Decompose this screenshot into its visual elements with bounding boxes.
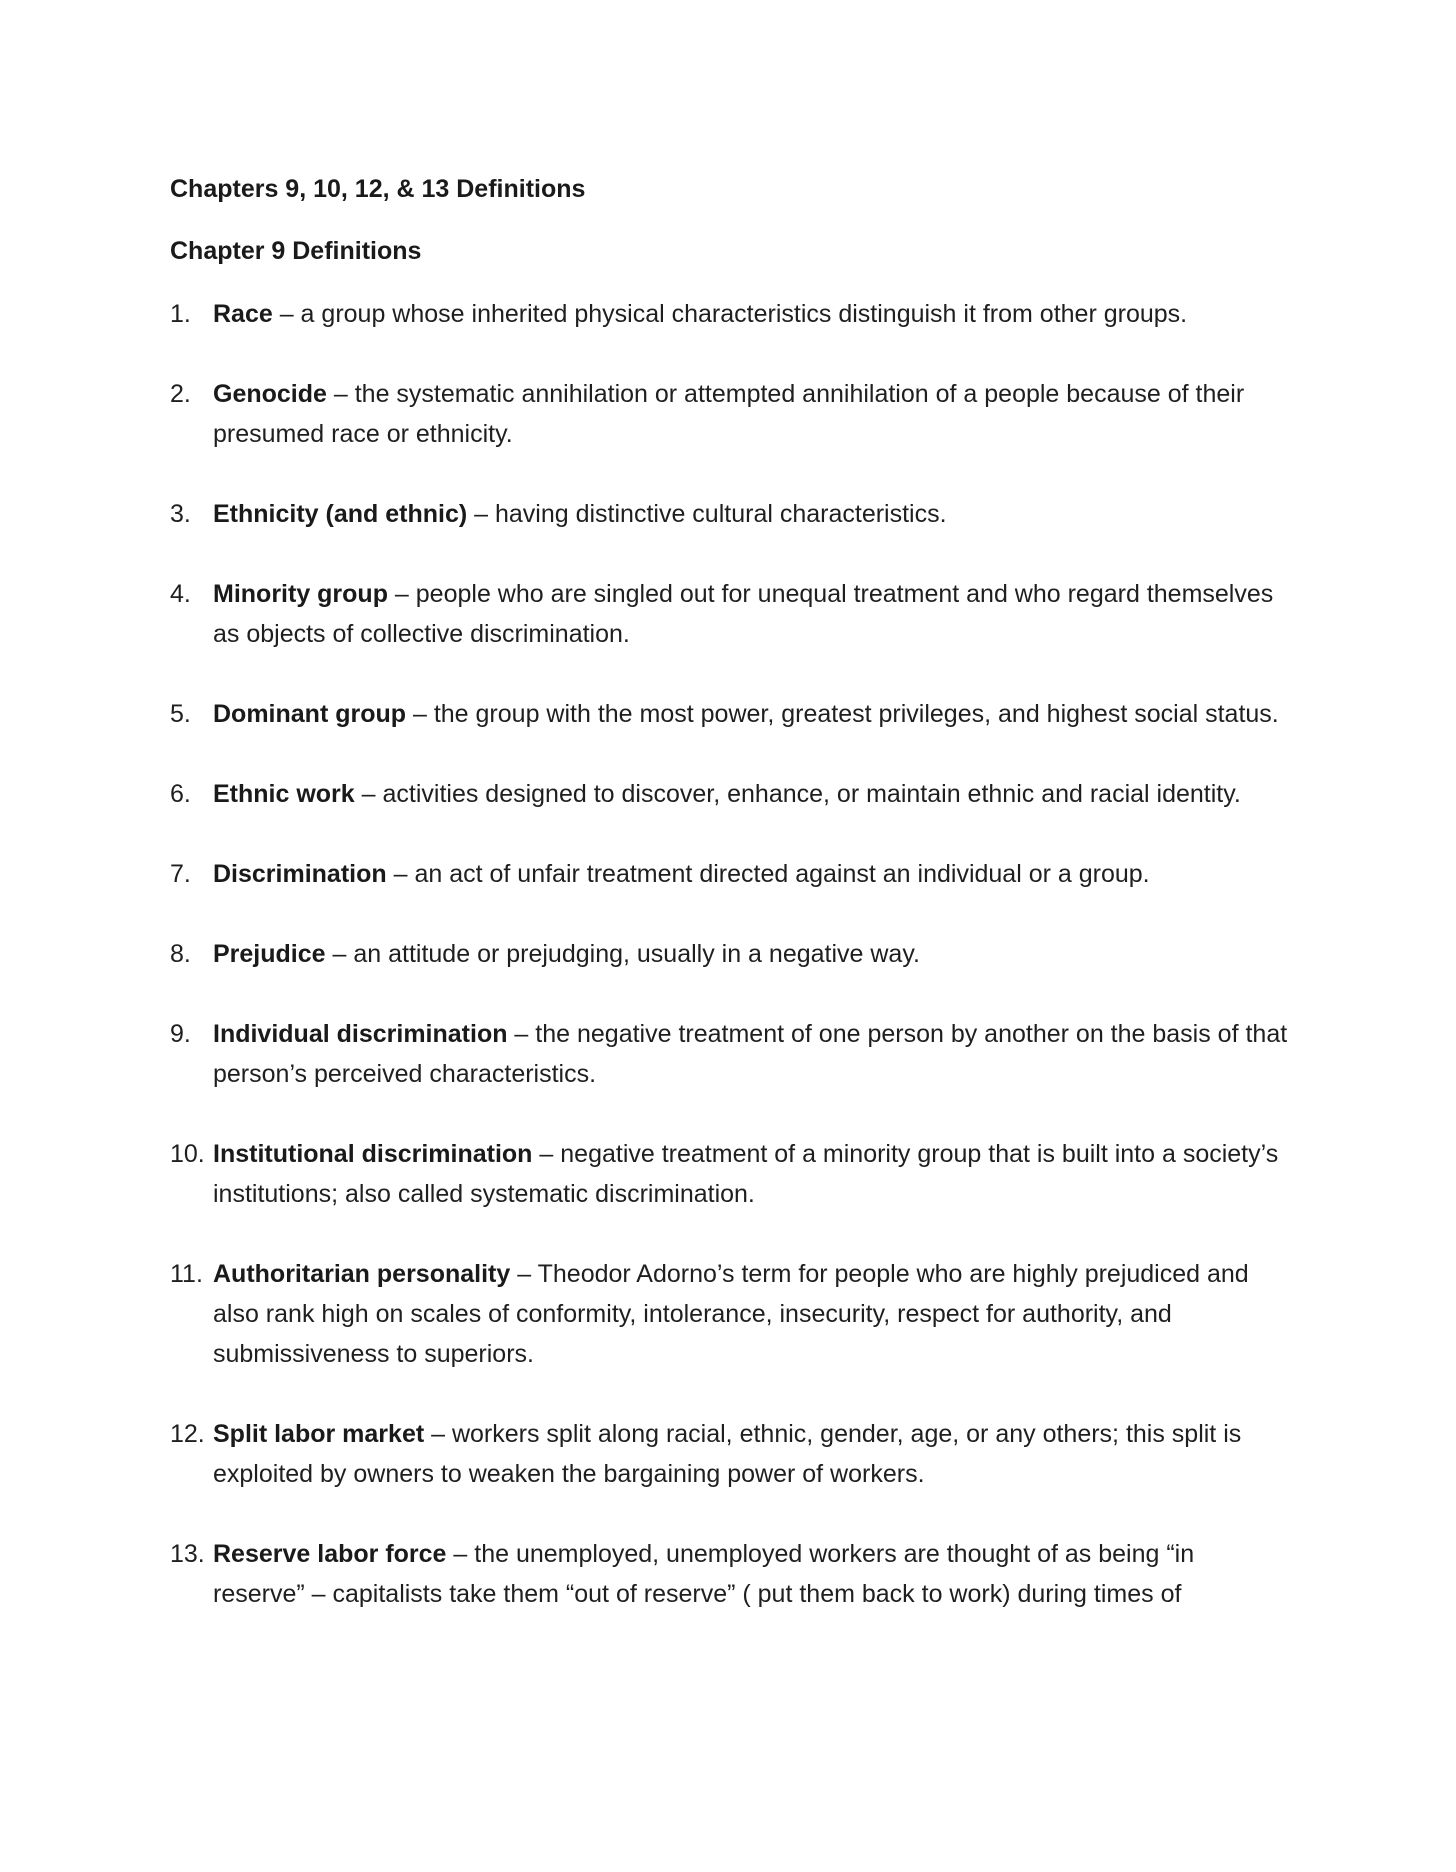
definition-item bbox=[170, 374, 1290, 454]
definition-text: – negative treatment of a minority group that is built into a society’s institutions; also called systematic discrimination. bbox=[213, 1140, 1279, 1208]
item-number: 11. bbox=[170, 1260, 203, 1288]
definition-item bbox=[170, 1014, 1290, 1094]
item-number: 3. bbox=[170, 500, 191, 528]
definition-text: – the systematic annihilation or attempted annihilation of a people because of their presumed race or ethnicity. bbox=[213, 380, 1245, 448]
definition-text: – people who are singled out for unequal treatment and who regard themselves as objects of collective discrimination. bbox=[213, 580, 1274, 648]
definition-term: Genocide bbox=[213, 380, 327, 408]
definition-item bbox=[170, 774, 1290, 814]
item-number: 2. bbox=[170, 380, 191, 408]
definition-term: Ethnicity (and ethnic) bbox=[213, 500, 468, 528]
definition-item bbox=[170, 1134, 1290, 1214]
definition-text: – workers split along racial, ethnic, gender, age, or any others; this split is exploited by owners to weaken the bargaining power of workers. bbox=[213, 1420, 1242, 1488]
definition-text: – the unemployed, unemployed workers are thought of as being “in reserve” – capitalists take them “out of reserve” ( put them back to work) during times of bbox=[213, 1540, 1195, 1608]
definition-text: – the negative treatment of one person by another on the basis of that person’s perceived characteristics. bbox=[213, 1020, 1288, 1088]
document-title: Chapters 9, 10, 12, & 13 Definitions bbox=[170, 175, 586, 203]
definition-item bbox=[170, 694, 1290, 734]
definition-term: Minority group bbox=[213, 580, 388, 608]
definition-item bbox=[170, 1534, 1290, 1614]
item-number: 13. bbox=[170, 1540, 205, 1568]
definition-term: Ethnic work bbox=[213, 780, 355, 808]
definition-term: Authoritarian personality bbox=[213, 1260, 511, 1288]
item-number: 4. bbox=[170, 580, 191, 608]
definition-text: – having distinctive cultural characteristics. bbox=[467, 500, 947, 528]
definition-item bbox=[170, 854, 1290, 894]
definition-text: – Theodor Adorno’s term for people who are highly prejudiced and also rank high on scales of conformity, intolerance, insecurity, respect for authority, and submissiveness to superiors. bbox=[213, 1260, 1249, 1368]
definition-term: Discrimination bbox=[213, 860, 387, 888]
definition-term: Race bbox=[213, 300, 273, 328]
definition-item bbox=[170, 1254, 1290, 1374]
definition-item bbox=[170, 574, 1290, 654]
definition-item bbox=[170, 494, 1290, 534]
definition-term: Split labor market bbox=[213, 1420, 425, 1448]
item-number: 6. bbox=[170, 780, 191, 808]
definition-term: Institutional discrimination bbox=[213, 1140, 533, 1168]
definition-term: Dominant group bbox=[213, 700, 407, 728]
definition-text: – an attitude or prejudging, usually in a negative way. bbox=[325, 940, 920, 968]
item-number: 9. bbox=[170, 1020, 191, 1048]
definition-item bbox=[170, 934, 1290, 974]
definition-text: – activities designed to discover, enhance, or maintain ethnic and racial identity. bbox=[354, 780, 1241, 808]
item-number: 1. bbox=[170, 300, 191, 328]
item-number: 12. bbox=[170, 1420, 205, 1448]
definition-term: Reserve labor force bbox=[213, 1540, 447, 1568]
definition-text: – the group with the most power, greatest privileges, and highest social status. bbox=[406, 700, 1279, 728]
definition-item bbox=[170, 294, 1290, 334]
document-body bbox=[170, 172, 1290, 1654]
definition-item bbox=[170, 1414, 1290, 1494]
item-number: 5. bbox=[170, 700, 191, 728]
definition-text: – a group whose inherited physical characteristics distinguish it from other groups. bbox=[272, 300, 1188, 328]
item-number: 8. bbox=[170, 940, 191, 968]
definition-text: – an act of unfair treatment directed against an individual or a group. bbox=[386, 860, 1150, 888]
item-number: 7. bbox=[170, 860, 191, 888]
definition-term: Prejudice bbox=[213, 940, 326, 968]
definition-term: Individual discrimination bbox=[213, 1020, 508, 1048]
item-number: 10. bbox=[170, 1140, 205, 1168]
definitions-list bbox=[170, 294, 1290, 1614]
section-title: Chapter 9 Definitions bbox=[170, 237, 422, 265]
